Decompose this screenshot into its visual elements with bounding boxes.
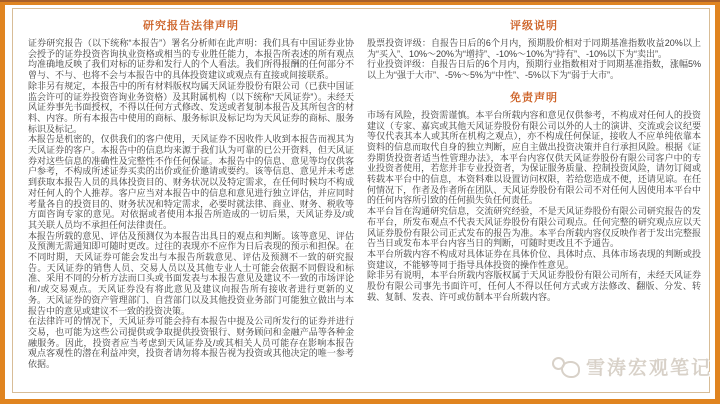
legal-statement-title: 研究报告法律声明 <box>143 20 239 32</box>
disclaimer-section-title: 免责声明 <box>510 91 558 104</box>
legal-paragraph: 本报告是机密的，仅供我们的客户使用，天风证券不因收件人收到本报告而视其为天风证券的客户。本报告中的信息均来源于我们认为可靠的已公开资料，但天风证券对这些信息的准确性及完整性不作任何保证。本报告中的信息、意见等均仅供客户参考，不构成所述证券买卖的出价或征价邀请或要约。该等信息、意见并未考虑到获取本报告人员的具体投资目的、财务状况以及特定需求，在任何时候均不构成对任何人的个人推荐。客户应当对本报告中的信息和意见进行独立评估，并应同时考量各自的投资目的、财务状况和特定需求，必要时就法律、商业、财务、税收等方面咨询专家的意见。对依据或者使用本报告所造成的一切后果，天风证券及/或其关联人员均不承担任何法律责任。 <box>28 134 354 230</box>
xuetao-logo-icon <box>552 355 582 379</box>
watermark-label: 雪涛宏观笔记 <box>586 358 713 379</box>
stock-rating-paragraph: 股票投资评级：自报告日后的6个月内，预期股价相对于同期基准指数收益20%以上为“买入”、10%～20%为“增持”、-10%～10%为“持有”、-10%以下为“卖出”。 <box>367 38 701 59</box>
disclaimer-paragraph: 本平台旨在沟通研究信息，交流研究经验，不是天风证券股份有限公司研究报告的发布平台，所发布观点不代表天风证券股份有限公司观点。任何完整的研究观点应以天风证券股份有限公司正式发布的报告为准。本平台所载内容仅反映作者于发出完整报告当日或发布本平台内容当日的判断，可随时更改且不予通告。 <box>367 206 701 249</box>
legal-paragraph: 在法律许可的情况下，天风证券可能会持有本报告中提及公司所发行的证券并进行交易，也可能为这些公司提供或争取提供投资银行、财务顾问和金融产品等各种金融服务。因此，投资者应当考虑到天风证券及/或其相关人员可能存在影响本报告观点客观性的潜在利益冲突，投资者请勿将本报告视为投资或其他决定的唯一参考依据。 <box>28 316 354 370</box>
xuetao-watermark <box>552 353 712 380</box>
disclaimer-paragraph: 除非另有说明，本平台所载内容版权属于天风证券股份有限公司所有，未经天风证券股份有限公司事先书面许可，任何人不得以任何方式或方法修改、翻版、分发、转载、复制、发表、许可或仿制本平台所载内容。 <box>367 270 701 302</box>
legal-paragraph: 除非另有规定，本报告中的所有材料版权均属天风证券股份有限公司（已获中国证监会许可的证券投资咨询业务资格）及其附属机构（以下统称“天风证券”）。未经天风证券事先书面授权，不得以任何方式修改、发送或者复制本报告及其所包含的材料、内容。所有本报告中使用的商标、服务标识及标记均为天风证券的商标、服务标识及标记。 <box>28 80 354 134</box>
disclaimer-paragraph: 市场有风险，投资需谨慎。本平台所载内容和意见仅供参考，不构成对任何人的投资建议（专家、嘉宾或其他天风证券股份有限公司以外的人士的演讲、交流或会议纪要等仅代表其本人或其所在机构之观点），亦不构成任何保证，接收人不应单纯依靠本资料的信息而取代自身的独立判断，应自主做出投资决策并自行承担风险。根据《证券期货投资者适当性管理办法》，本平台内容仅供天风证券股份有限公司客户中的专业投资者使用，若您并非专业投资者，为保证服务质量、控制投资风险，请勿订阅或转载本平台中的信息，本资料难以设置访问权限，若给您造成不便，还请见谅。在任何情况下，作者及作者所在团队、天风证券股份有限公司不对任何人因使用本平台中的任何内容所引致的任何损失负任何责任。 <box>367 109 701 206</box>
rating-section-title: 评级说明 <box>510 20 558 32</box>
legal-statement-column <box>28 17 354 370</box>
industry-rating-paragraph: 行业投资评级：自报告日后的6个月内，预期行业指数相对于同期基准指数，涨幅5%以上为“强于大市”、-5%～5%为“中性”、-5%以下为“弱于大市”。 <box>367 59 701 81</box>
page-top-edge <box>0 0 720 2</box>
rating-disclaimer-column <box>367 17 701 302</box>
legal-paragraph: 证券研究报告（以下统称“本报告”）署名分析师在此声明：我们具有中国证券业协会授予的证券投资咨询执业资格或相当的专业胜任能力，本报告所表述的所有观点均准确地反映了我们对标的证券和发行人的个人看法。我们所得报酬的任何部分不曾与、不与、也将不会与本报告中的具体投资建议或观点有直接或间接联系。 <box>28 38 354 81</box>
legal-paragraph: 本报告所载的意见、评估及预测仅为本报告出具日的观点和判断。该等意见、评估及预测无需通知即可随时更改。过往的表现亦不应作为日后表现的预示和担保。在不同时期，天风证券可能会发出与本报告所载意见、评估及预测不一致的研究报告。天风证券的销售人员、交易人员以及其他专业人士可能会依据不同假设和标准、采用不同的分析方法而口头或书面发表与本报告意见及建议不一致的市场评论和/或交易观点。天风证券没有将此意见及建议向报告所有接收者进行更新的义务。天风证券的资产管理部门、自营部门以及其他投资业务部门可能独立做出与本报告中的意见或建议不一致的投资决策。 <box>28 230 354 316</box>
disclaimer-paragraph: 本平台所载内容不构成对具体证券在具体价位、具体时点、具体市场表现的判断或投资建议，不能够等同于指导具体投资的操作性意见。 <box>367 248 701 270</box>
